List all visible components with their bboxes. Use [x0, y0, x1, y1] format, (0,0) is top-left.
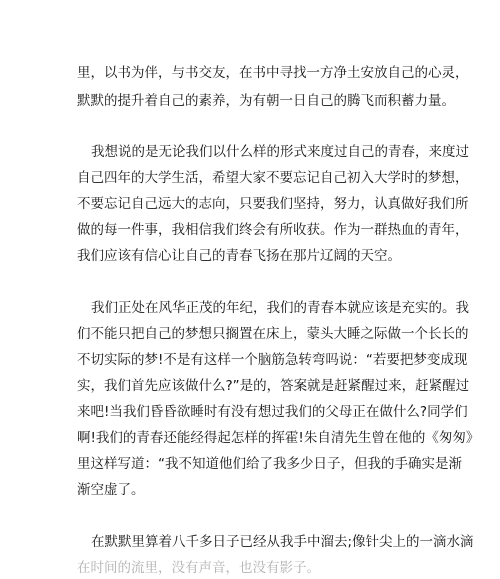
text-line: 里这样写道：“我不知道他们给了我多少日子，但我的手确实是渐	[77, 456, 462, 472]
text-line: 在时间的流里，没有声音，也没有影子。	[77, 560, 320, 576]
text-line: 不要忘记自己远大的志向，只要我们坚持，努力，认真做好我们所	[77, 196, 469, 212]
text-line: 做的每一件事，我相信我们终会有所收获。作为一群热血的青年，	[77, 222, 469, 238]
text-line: 默默的提升着自己的素养，为有朝一日自己的腾飞而积蓄力量。	[77, 93, 455, 109]
text-line: 来吧!当我们昏昏欲睡时有没有想过我们的父母正在做什么?同学们	[77, 404, 468, 420]
text-line: 自己四年的大学生活，希望大家不要忘记自己初入大学时的梦想，	[77, 170, 469, 186]
text-line: 不切实际的梦!不是有这样一个脑筋急转弯吗说：“若要把梦变成现	[77, 352, 468, 368]
text-line: 我们应该有信心让自己的青春飞扬在那片辽阔的天空。	[77, 248, 401, 264]
text-line: 啊!我们的青春还能经得起怎样的挥霍!朱自清先生曾在他的《匆匆》	[77, 430, 480, 446]
text-line: 我们正处在风华正茂的年纪，我们的青春本就应该是充实的。我	[91, 300, 469, 316]
text-line: 渐空虚了。	[77, 482, 145, 498]
text-line: 里，以书为伴，与书交友，在书中寻找一方净土安放自己的心灵，	[77, 65, 469, 81]
text-line: 实，我们首先应该做什么?”是的，答案就是赶紧醒过来，赶紧醒过	[77, 378, 470, 394]
text-line: 在默默里算着八千多日子已经从我手中溜去;像针尖上的一滴水滴	[91, 534, 474, 550]
text-line: 我想说的是无论我们以什么样的形式来度过自己的青春，来度过	[91, 144, 469, 160]
text-line: 们不能只把自己的梦想只搁置在床上，蒙头大睡之际做一个长长的	[77, 326, 469, 342]
